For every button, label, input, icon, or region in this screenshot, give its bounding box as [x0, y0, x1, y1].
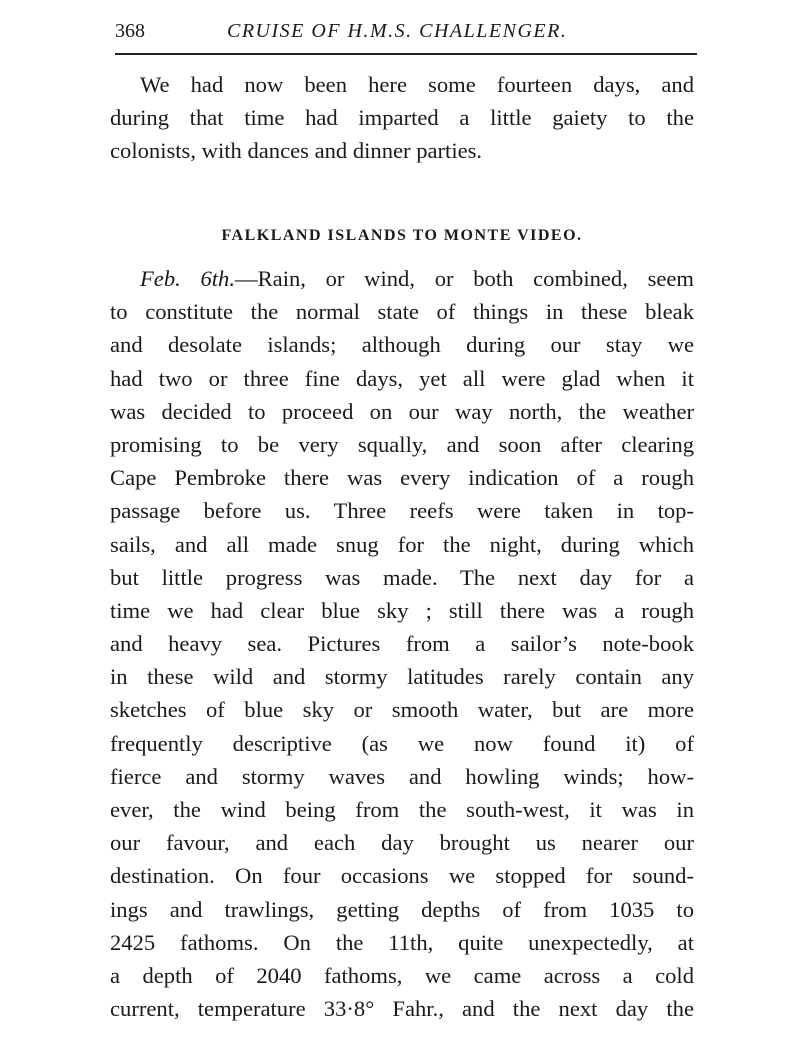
text-line: sails, and all made snug for the night, during which	[110, 531, 694, 557]
text-line: and desolate islands; although during our stay we	[110, 332, 694, 358]
running-head	[115, 18, 697, 48]
text-line: We had now been here some fourteen days, and	[140, 72, 694, 97]
text-line: fierce and stormy waves and howling winds; how-	[110, 763, 694, 789]
text-line: passage before us. Three reefs were taken in top-	[110, 498, 694, 524]
text-line: ever, the wind being from the south-west, it was in	[110, 797, 694, 822]
text-line: Cape Pembroke there was every indication of a rough	[110, 465, 694, 491]
text-line: 2425 fathoms. On the 11th, quite unexpectedly, at	[110, 929, 694, 955]
text-line: during that time had imparted a little gaiety to the	[110, 105, 694, 131]
text-line: colonists, with dances and dinner parties.	[110, 138, 483, 164]
page-number: 368	[115, 20, 145, 42]
header-rule	[115, 53, 697, 55]
paragraph-colonists	[110, 68, 694, 168]
text-line: destination. On four occasions we stopped for sound-	[110, 863, 694, 889]
text-line: but little progress was made. The next day for a	[110, 564, 694, 590]
text-line: sketches of blue sky or smooth water, but are more	[110, 697, 694, 723]
paragraph-voyage	[110, 262, 694, 1025]
text-line: frequently descriptive (as we now found it) of	[110, 730, 694, 756]
running-title: CRUISE OF H.M.S. CHALLENGER.	[227, 20, 568, 42]
text-line: our favour, and each day brought us nearer our	[110, 830, 694, 856]
text-line: was decided to proceed on our way north, the weather	[110, 398, 694, 424]
text-line: to constitute the normal state of things in these bleak	[110, 299, 694, 325]
text-line: a depth of 2040 fathoms, we came across a cold	[110, 962, 694, 988]
text-line: time we had clear blue sky ; still there was a rough	[110, 597, 694, 623]
text-line: in these wild and stormy latitudes rarely contain any	[110, 664, 694, 690]
text-line: had two or three fine days, yet all were glad when it	[110, 365, 694, 391]
text-line: and heavy sea. Pictures from a sailor’s note-book	[110, 631, 694, 657]
section-heading: FALKLAND ISLANDS TO MONTE VIDEO.	[221, 227, 583, 244]
text-line: current, temperature 33·8° Fahr., and the next day the	[110, 996, 694, 1022]
entry-date: Feb. 6th.	[140, 266, 236, 291]
text-line: ings and trawlings, getting depths of from 1035 to	[110, 896, 694, 922]
text-line	[110, 262, 694, 295]
text-line: promising to be very squally, and soon after clearing	[110, 431, 694, 457]
text-line-rest: —Rain, or wind, or both combined, seem	[235, 266, 694, 291]
